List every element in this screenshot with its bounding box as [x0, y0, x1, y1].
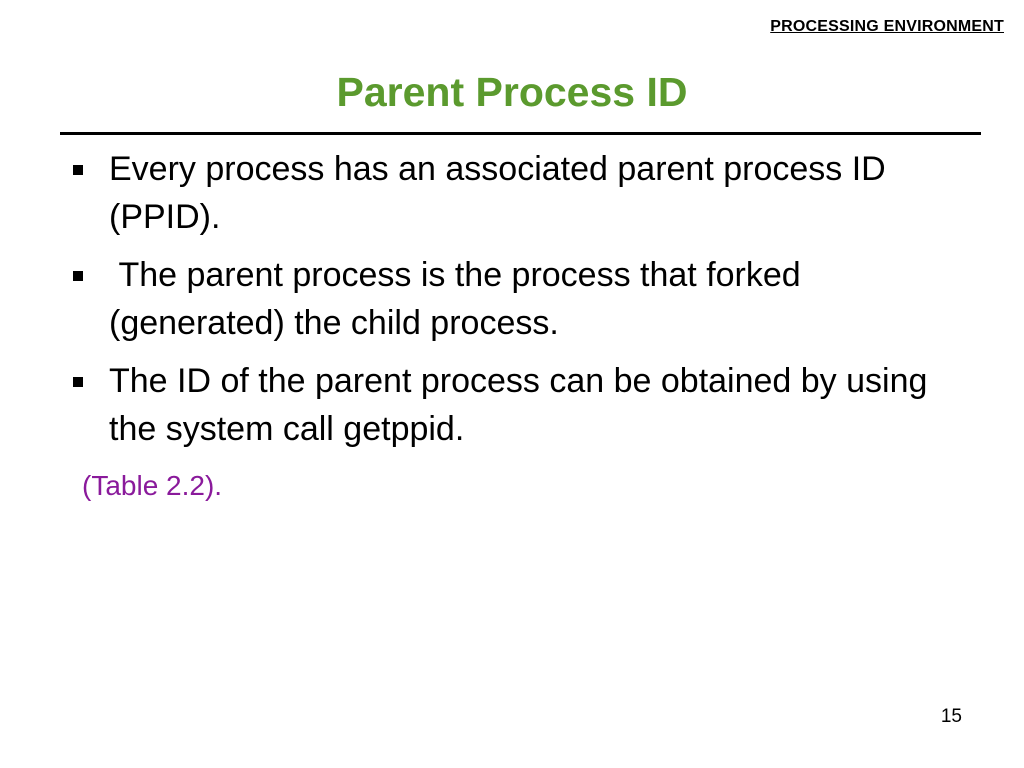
- square-bullet-icon: [73, 377, 83, 387]
- bullet-item: [73, 357, 983, 453]
- square-bullet-icon: [73, 271, 83, 281]
- slide-title: Parent Process ID: [336, 69, 688, 115]
- bullet-item: [73, 251, 983, 347]
- title-divider: [60, 132, 981, 135]
- bullet-text: The parent process is the process that forked (generated) the child process.: [109, 256, 811, 342]
- bullet-list: [73, 145, 983, 463]
- table-reference-note: (Table 2.2).: [82, 470, 223, 501]
- bullet-item: [73, 145, 983, 241]
- bullet-text: Every process has an associated parent process ID (PPID).: [109, 150, 886, 236]
- page-number: 15: [940, 706, 962, 727]
- square-bullet-icon: [73, 165, 83, 175]
- bullet-text: The ID of the parent process can be obtained by using the system call getppid.: [109, 362, 928, 448]
- section-header-label: PROCESSING ENVIRONMENT: [770, 18, 1004, 35]
